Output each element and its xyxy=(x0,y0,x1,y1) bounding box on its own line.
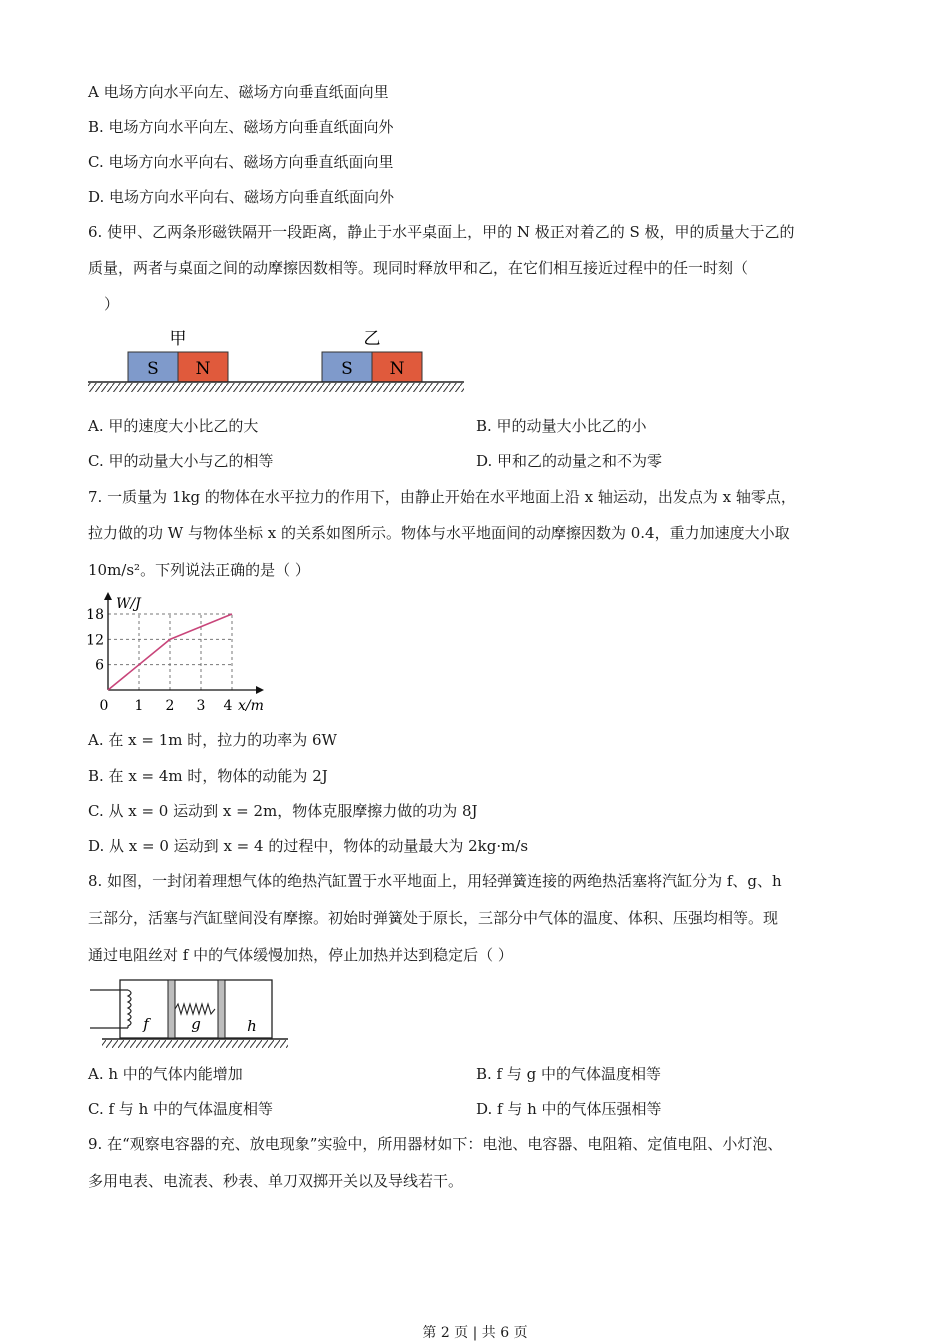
q6-option-c: C. 甲的动量大小与乙的相等 xyxy=(88,452,274,470)
jia-n-letter: N xyxy=(195,359,211,379)
y-tick-label: 18 xyxy=(86,607,104,623)
q9-stem-line-1: 9. 在“观察电容器的充、放电现象”实验中，所用器材如下：电池、电容器、电阻箱、定值电阻、小灯泡、 xyxy=(88,1135,783,1153)
q6-magnets-figure xyxy=(88,322,468,404)
x-tick-label: 2 xyxy=(165,698,175,714)
q6-option-a: A. 甲的速度大小比乙的大 xyxy=(88,417,259,435)
q5-option-b: B. 电场方向水平向左、磁场方向垂直纸面向外 xyxy=(88,118,394,136)
q8-stem-line-3: 通过电阻丝对 f 中的气体缓慢加热，停止加热并达到稳定后（ ） xyxy=(88,946,513,964)
label-g: g xyxy=(191,1015,201,1033)
q6-option-b: B. 甲的动量大小比乙的小 xyxy=(476,417,647,435)
x-tick-label: 4 xyxy=(223,698,233,714)
q7-option-a: A. 在 x = 1m 时，拉力的功率为 6W xyxy=(88,731,337,749)
x-axis-arrow xyxy=(256,686,264,694)
q8-stem-line-1: 8. 如图，一封闭着理想气体的绝热汽缸置于水平地面上，用轻弹簧连接的两绝热活塞将汽缸分为 f、g、h xyxy=(88,872,782,890)
y-axis-arrow xyxy=(104,592,112,600)
label-h: h xyxy=(247,1017,257,1035)
label-jia: 甲 xyxy=(169,329,187,349)
q6-stem-line-2: 质量，两者与桌面之间的动摩擦因数相等。现同时释放甲和乙，在它们相互接近过程中的任一时刻（ xyxy=(88,259,749,277)
q7-option-c: C. 从 x = 0 运动到 x = 2m，物体克服摩擦力做的功为 8J xyxy=(88,802,478,820)
yi-n-letter: N xyxy=(389,359,405,379)
tabletop-hatch xyxy=(88,383,464,392)
origin-label: 0 xyxy=(99,698,109,714)
q7-stem-line-2: 拉力做的功 W 与物体坐标 x 的关系如图所示。物体与水平地面间的动摩擦因数为 0.4，重力加速度大小取 xyxy=(88,524,790,542)
q8-option-b: B. f 与 g 中的气体温度相等 xyxy=(476,1065,662,1083)
q6-stem-line-3: ） xyxy=(104,295,120,313)
q7-stem-line-3: 10m/s²。下列说法正确的是（ ） xyxy=(88,561,310,579)
q7-work-position-chart xyxy=(88,588,278,720)
q8-stem-line-2: 三部分，活塞与汽缸壁间没有摩擦。初始时弹簧处于原长，三部分中气体的温度、体积、压强均相等。现 xyxy=(88,909,779,927)
label-yi: 乙 xyxy=(363,329,381,349)
q6-option-d: D. 甲和乙的动量之和不为零 xyxy=(476,452,663,470)
q6-stem-line-1: 6. 使甲、乙两条形磁铁隔开一段距离，静止于水平桌面上，甲的 N 极正对着乙的 S 极，甲的质量大于乙的 xyxy=(88,223,795,241)
y-tick-label: 12 xyxy=(86,632,104,649)
x-tick-label: 1 xyxy=(134,698,144,714)
x-tick-label: 3 xyxy=(196,698,206,714)
q5-option-a: A 电场方向水平向左、磁场方向垂直纸面向里 xyxy=(88,83,389,101)
chart-grid xyxy=(108,614,232,690)
y-tick-label: 6 xyxy=(95,657,104,674)
q5-option-c: C. 电场方向水平向右、磁场方向垂直纸面向里 xyxy=(88,153,394,171)
q7-option-b: B. 在 x = 4m 时，物体的动能为 2J xyxy=(88,767,328,785)
q8-option-a: A. h 中的气体内能增加 xyxy=(88,1065,243,1083)
q9-stem-line-2: 多用电表、电流表、秒表、单刀双掷开关以及导线若干。 xyxy=(88,1172,464,1190)
label-f: f xyxy=(143,1015,149,1033)
q8-option-d: D. f 与 h 中的气体压强相等 xyxy=(476,1100,662,1118)
x-axis-label: x/m xyxy=(238,698,264,714)
y-axis-label: W/J xyxy=(116,596,141,612)
piston-left xyxy=(168,980,175,1038)
q7-stem-line-1: 7. 一质量为 1kg 的物体在水平拉力的作用下，由静止开始在水平地面上沿 x 轴运动，出发点为 x 轴零点， xyxy=(88,488,796,506)
ground-hatch xyxy=(102,1040,288,1048)
q8-option-c: C. f 与 h 中的气体温度相等 xyxy=(88,1100,273,1118)
jia-s-letter: S xyxy=(147,359,159,379)
page-footer: 第 2 页 | 共 6 页 xyxy=(422,1325,528,1341)
q8-cylinder-figure xyxy=(88,976,294,1052)
q5-option-d: D. 电场方向水平向右、磁场方向垂直纸面向外 xyxy=(88,188,395,206)
yi-s-letter: S xyxy=(341,359,353,379)
piston-right xyxy=(218,980,225,1038)
q7-option-d: D. 从 x = 0 运动到 x = 4 的过程中，物体的动量最大为 2kg·m/s xyxy=(88,837,529,855)
